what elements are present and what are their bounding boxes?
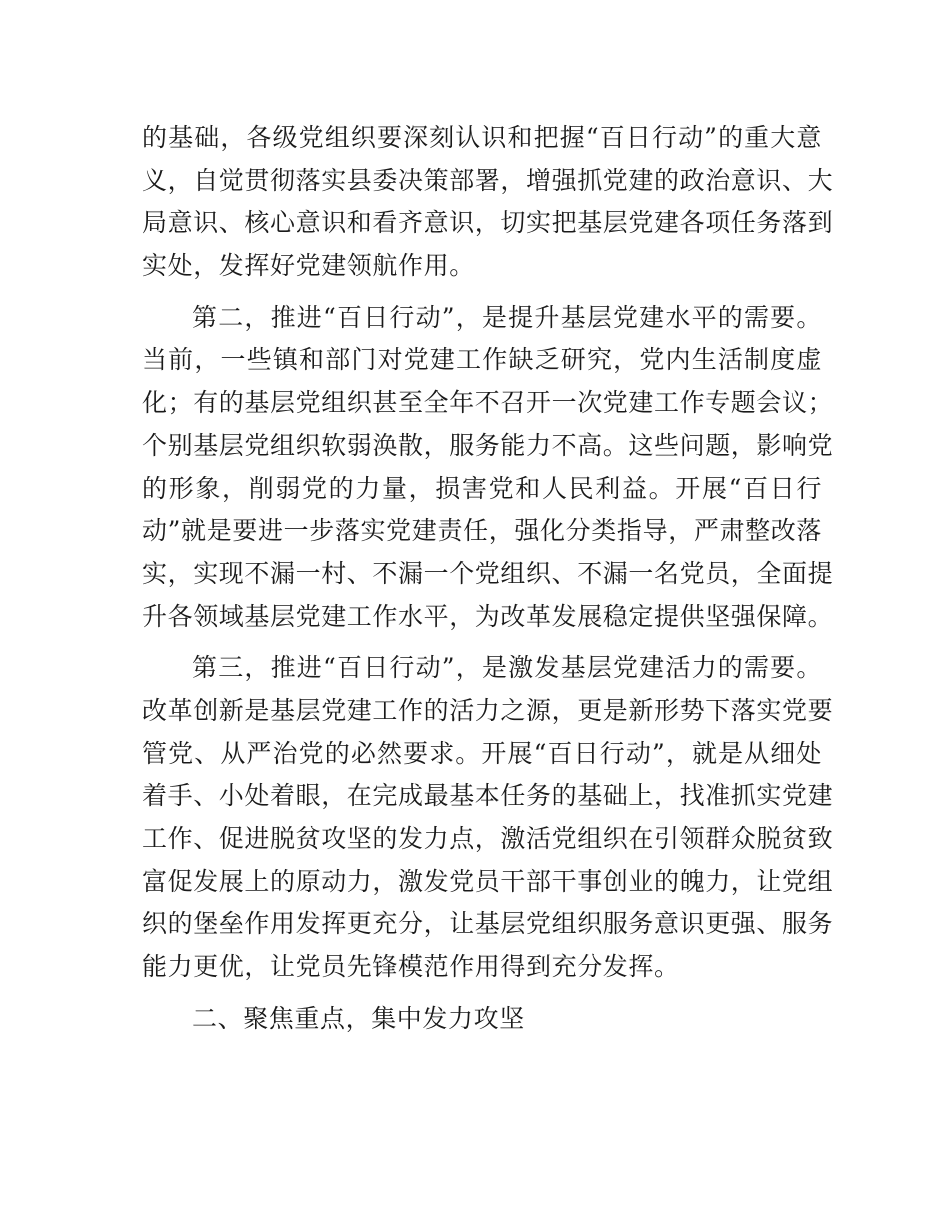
paragraph-line: 化；有的基层党组织甚至全年不召开一次党建工作专题会议； <box>142 388 834 418</box>
paragraph-line: 工作、促进脱贫攻坚的发力点，激活党组织在引领群众脱贫致 <box>142 824 834 853</box>
paragraph-2 <box>142 647 834 989</box>
paragraph-line: 着手、小处着眼，在完成最基本任务的基础上，找准抓实党建 <box>142 781 834 811</box>
paragraph-line: 当前，一些镇和部门对党建工作缺乏研究，党内生活制度虚 <box>142 345 822 375</box>
paragraph-line: 动”就是要进一步落实党建责任，强化分类指导，严肃整改落 <box>142 516 822 546</box>
paragraph-line: 实处，发挥好党建领航作用。 <box>142 251 475 281</box>
paragraph-line: 富促发展上的原动力，激发党员干部干事创业的魄力，让党组 <box>142 866 834 896</box>
paragraph-line: 织的堡垒作用发挥更充分，让基层党组织服务意识更强、服务 <box>142 909 834 939</box>
section-heading: 二、聚焦重点，集中发力攻坚 <box>192 1003 525 1033</box>
paragraph-0 <box>142 117 834 288</box>
paragraph-line: 义，自觉贯彻落实县委决策部署，增强抓党建的政治意识、大 <box>142 165 834 195</box>
paragraph-line: 管党、从严治党的必然要求。开展“百日行动”，就是从细处 <box>142 738 822 768</box>
paragraph-line: 升各领域基层党建工作水平，为改革发展稳定提供坚强保障。 <box>142 601 834 631</box>
paragraph-line: 局意识、核心意识和看齐意识，切实把基层党建各项任务落到 <box>142 208 834 238</box>
paragraph-1 <box>142 297 834 639</box>
paragraph-line: 第三，推进“百日行动”，是激发基层党建活力的需要。 <box>192 653 822 683</box>
paragraph-line: 实，实现不漏一村、不漏一个党组织、不漏一名党员，全面提 <box>142 558 834 588</box>
document-body <box>142 117 834 1040</box>
paragraph-line: 第二，推进“百日行动”，是提升基层党建水平的需要。 <box>192 302 822 332</box>
paragraph-line: 能力更优，让党员先锋模范作用得到充分发挥。 <box>142 952 680 982</box>
paragraph-line: 的基础，各级党组织要深刻认识和把握“百日行动”的重大意 <box>142 123 822 152</box>
paragraph-line: 改革创新是基层党建工作的活力之源，更是新形势下落实党要 <box>142 695 834 725</box>
paragraph-line: 的形象，削弱党的力量，损害党和人民利益。开展“百日行 <box>142 473 822 503</box>
paragraph-line: 个别基层党组织软弱涣散，服务能力不高。这些问题，影响党 <box>142 430 834 460</box>
